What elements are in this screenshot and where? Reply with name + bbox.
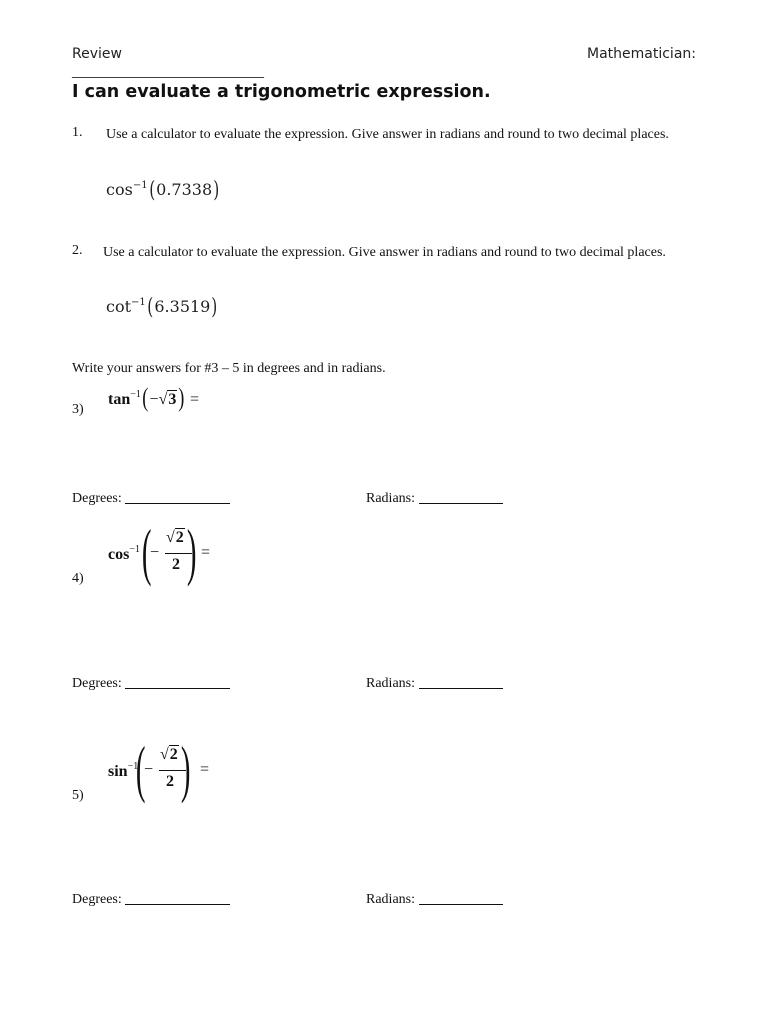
q4-radical-icon: √ <box>166 529 175 546</box>
q5-right-paren: ) <box>180 733 191 804</box>
q1-expression <box>106 178 221 203</box>
q5-exponent: −1 <box>127 761 139 772</box>
q4-radians-blank[interactable] <box>419 688 503 689</box>
page-title: I can evaluate a trigonometric expression. <box>72 82 491 102</box>
q3-sqrt <box>159 391 178 409</box>
q5-number: 5) <box>72 788 84 803</box>
q5-numerator <box>160 746 179 764</box>
q4-number: 4) <box>72 571 84 586</box>
q3-equals: = <box>190 391 200 408</box>
q2-number: 2. <box>72 243 83 258</box>
q4-func-group <box>108 544 140 564</box>
q5-func: sin <box>108 763 128 780</box>
q4-expression <box>108 516 228 590</box>
q5-radicand: 2 <box>169 746 178 763</box>
q2-text: Use a calculator to evaluate the expression. Give answer in radians and round to two decimal places. <box>103 245 666 260</box>
q3-expression <box>108 383 199 413</box>
q4-degrees-answer <box>72 676 230 692</box>
q2-value: 6.3519 <box>154 297 211 316</box>
section-instruction: Write your answers for #3 – 5 in degrees and in radians. <box>72 361 386 376</box>
q5-radians-blank[interactable] <box>419 904 503 905</box>
q2-func: cot <box>106 297 132 316</box>
q1-exponent: −1 <box>132 180 148 191</box>
q4-right-paren: ) <box>186 516 197 587</box>
q3-radians-answer <box>366 491 503 507</box>
q4-radicand: 2 <box>175 529 184 546</box>
q4-func: cos <box>108 546 130 563</box>
q3-degrees-label: Degrees: <box>72 491 122 506</box>
q5-expression <box>108 733 228 807</box>
q3-minus: − <box>149 391 159 408</box>
q3-exponent: −1 <box>130 389 141 400</box>
q3-radians-label: Radians: <box>366 491 415 506</box>
q5-radians-answer <box>366 892 503 908</box>
q4-left-paren: ( <box>141 516 152 587</box>
q4-numerator <box>166 529 185 547</box>
q1-func: cos <box>106 180 133 199</box>
q3-radicand: 3 <box>168 391 177 408</box>
q3-left-paren: ( <box>142 383 149 412</box>
q4-exponent: −1 <box>129 544 140 555</box>
q2-right-paren: ) <box>211 295 218 320</box>
q4-degrees-label: Degrees: <box>72 676 122 691</box>
q4-radians-answer <box>366 676 503 692</box>
q4-equals: = <box>201 544 211 561</box>
q5-degrees-blank[interactable] <box>125 904 230 905</box>
q4-minus: − <box>150 544 160 561</box>
q1-text: Use a calculator to evaluate the expression. Give answer in radians and round to two decimal places. <box>106 127 669 142</box>
q1-value: 0.7338 <box>156 180 213 199</box>
q2-expression <box>106 295 219 320</box>
q3-number: 3) <box>72 402 84 417</box>
q2-left-paren: ( <box>147 295 154 320</box>
q5-radians-label: Radians: <box>366 892 415 907</box>
header-mathematician-label: Mathematician: <box>587 46 696 62</box>
q5-minus: − <box>144 761 154 778</box>
q5-left-paren: ( <box>135 733 146 804</box>
q2-exponent: −1 <box>131 297 146 308</box>
q1-number: 1. <box>72 125 83 140</box>
q4-denominator: 2 <box>172 556 180 573</box>
q3-radical-icon: √ <box>158 391 168 408</box>
q5-radical-icon: √ <box>160 746 169 763</box>
header-review: Review <box>72 46 122 62</box>
q3-func: tan <box>108 391 131 408</box>
q3-degrees-answer <box>72 491 230 507</box>
q1-right-paren: ) <box>213 178 220 203</box>
q5-func-group <box>108 761 138 781</box>
name-underline: ________________________________ <box>72 64 264 78</box>
q4-degrees-blank[interactable] <box>125 688 230 689</box>
q1-left-paren: ( <box>148 178 155 203</box>
q3-radians-blank[interactable] <box>419 503 503 504</box>
q5-degrees-answer <box>72 892 230 908</box>
q5-degrees-label: Degrees: <box>72 892 122 907</box>
q3-right-paren: ) <box>178 383 185 412</box>
q5-denominator: 2 <box>166 773 174 790</box>
q5-equals: = <box>200 761 210 778</box>
q4-radians-label: Radians: <box>366 676 415 691</box>
q3-degrees-blank[interactable] <box>125 503 230 504</box>
